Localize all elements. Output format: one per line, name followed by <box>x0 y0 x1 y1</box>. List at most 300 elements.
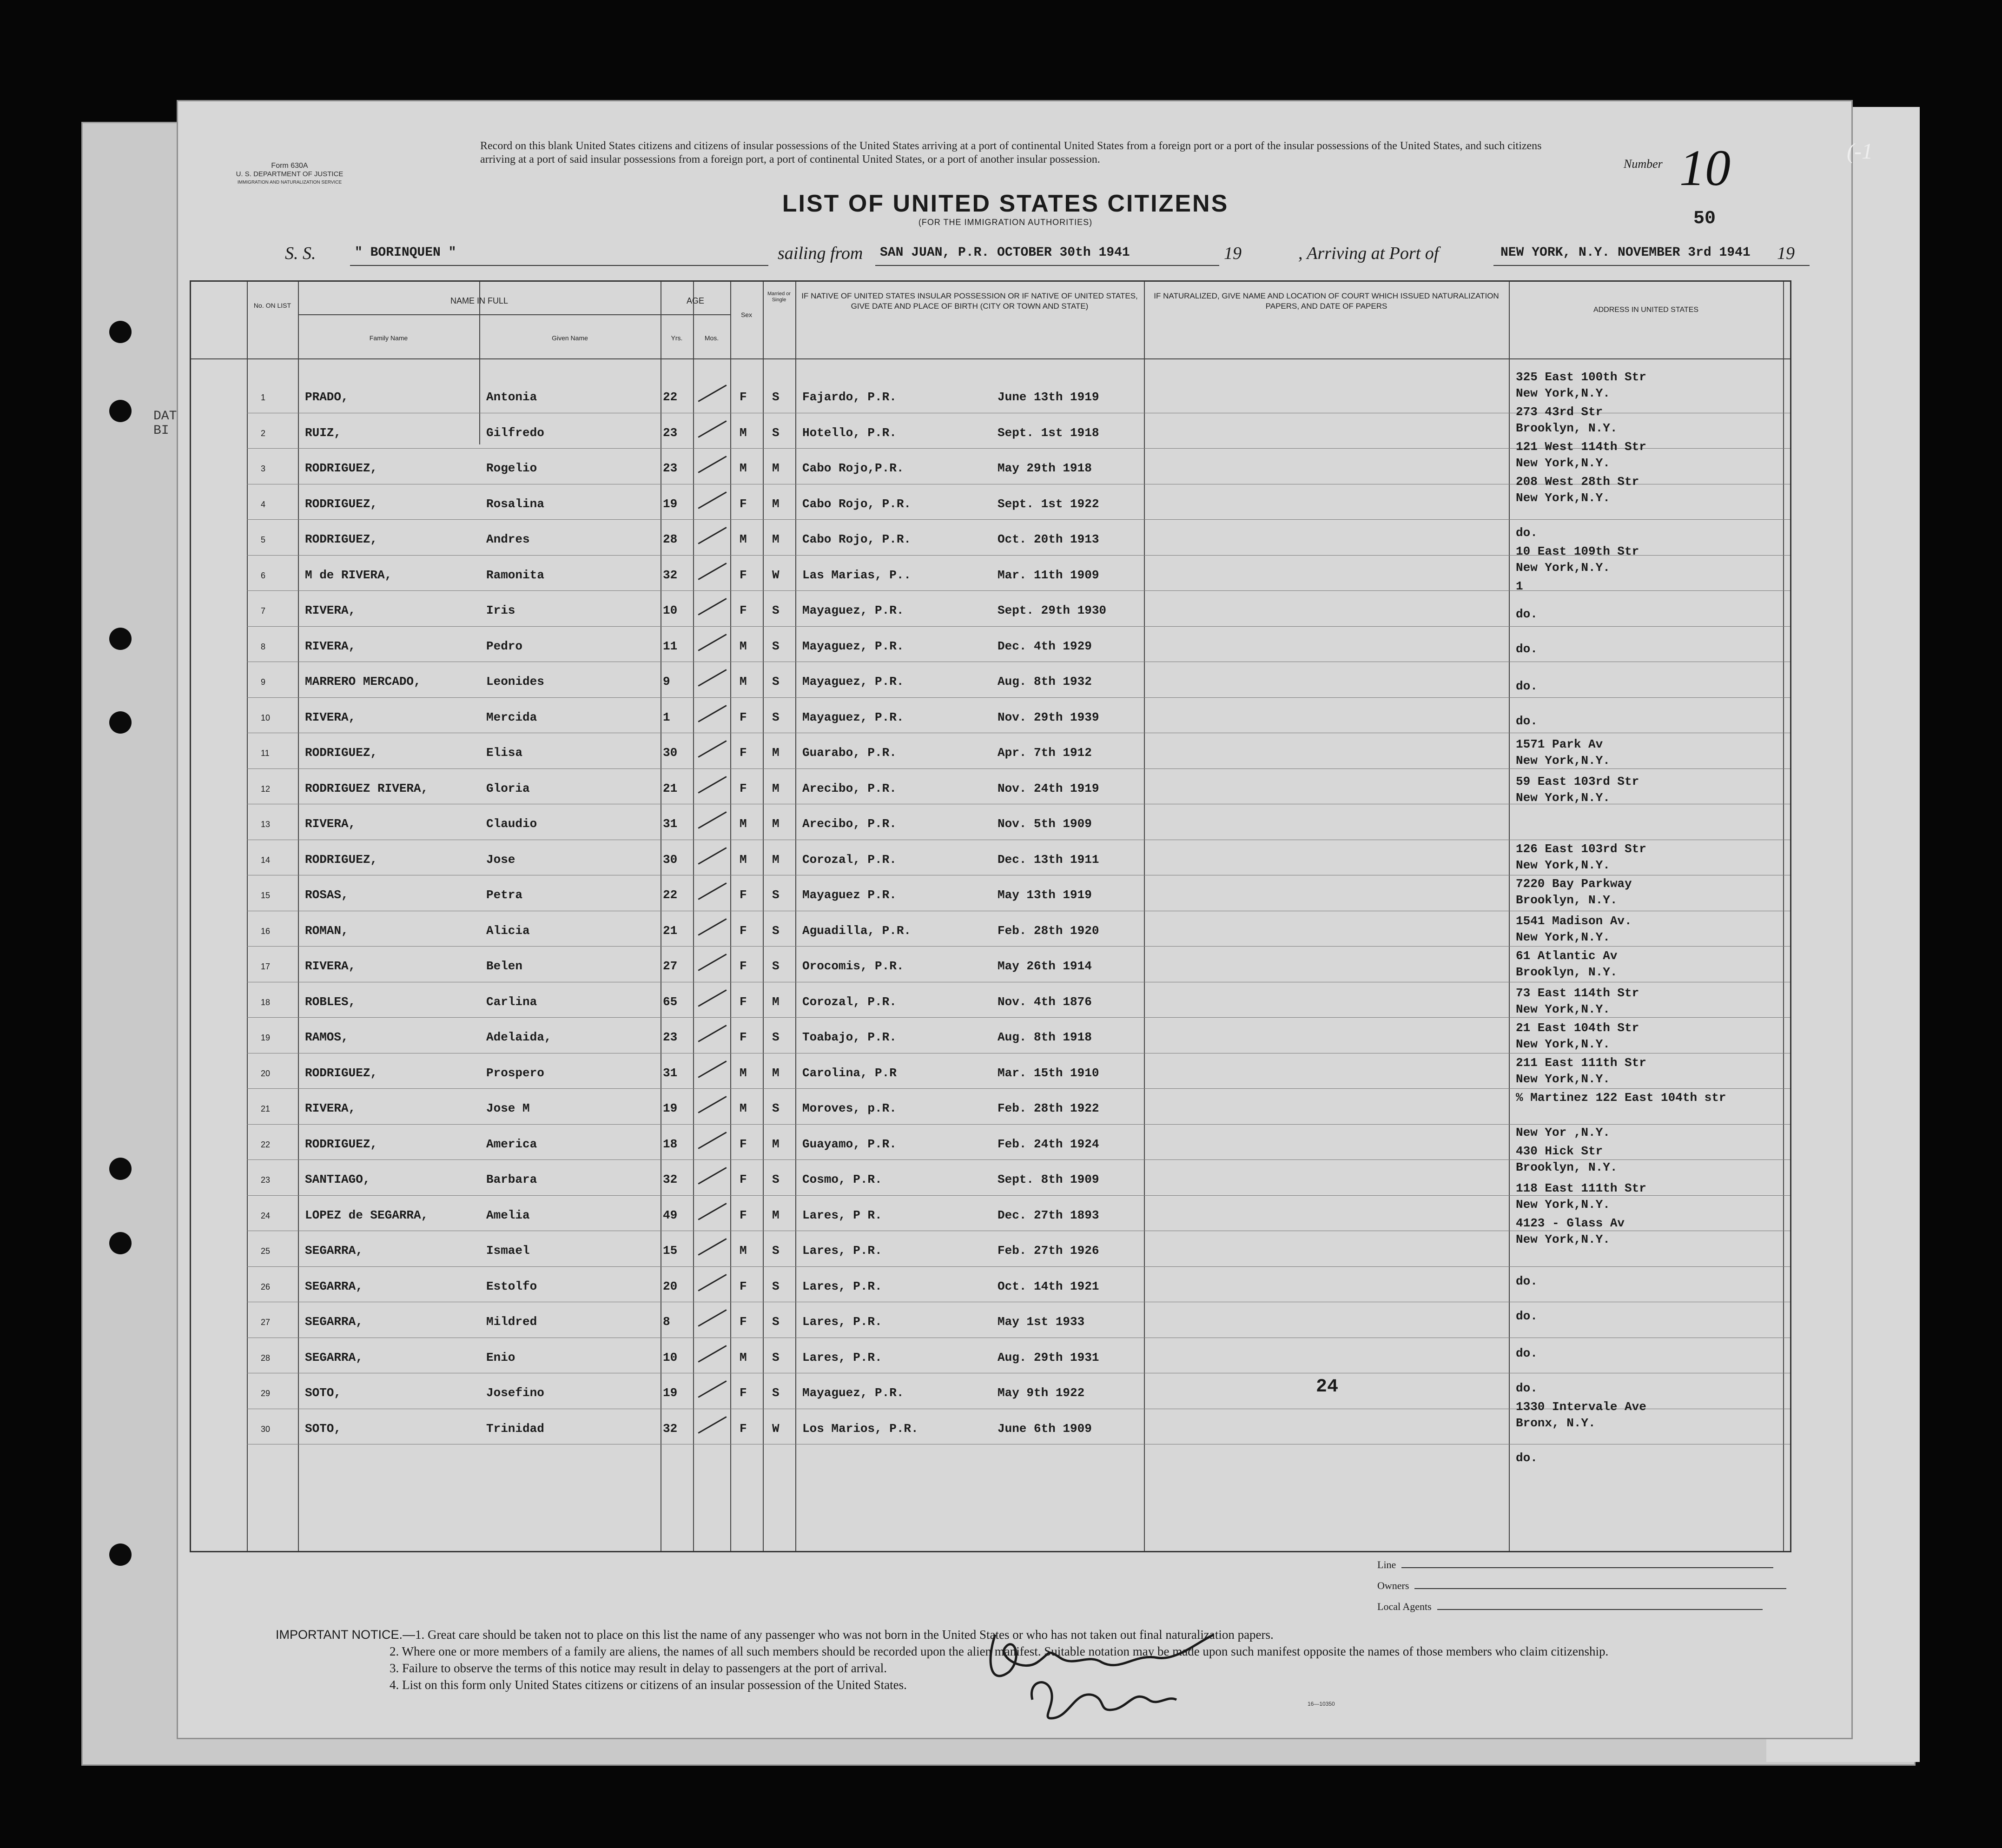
address-line: 118 East 111th Str <box>1516 1181 1646 1195</box>
marital-status: S <box>772 1386 780 1400</box>
marital-status: S <box>772 390 780 404</box>
birth-date: Feb. 28th 1922 <box>998 1101 1099 1115</box>
age-years: 27 <box>663 959 678 973</box>
address-line: Brooklyn, N.Y. <box>1516 421 1618 435</box>
header-sex: Sex <box>740 311 753 318</box>
address-line: 273 43rd Str <box>1516 405 1603 419</box>
table-row <box>191 697 1790 733</box>
header-married-single: Married or Single <box>767 291 791 303</box>
family-name: RAMOS, <box>305 1030 349 1044</box>
check-mark <box>698 776 727 794</box>
address-line: 10 East 109th Str <box>1516 544 1639 558</box>
birth-place: Lares, P.R. <box>802 1350 882 1364</box>
sex: F <box>740 710 747 724</box>
birth-place: Mayaguez P.R. <box>802 888 897 902</box>
given-name: Andres <box>486 532 530 546</box>
sex: F <box>740 568 747 582</box>
punch-hole <box>109 711 132 734</box>
table-row <box>191 1266 1790 1302</box>
row-number: 19 <box>261 1033 271 1042</box>
birth-date: June 6th 1909 <box>998 1421 1092 1436</box>
age-years: 9 <box>663 675 670 689</box>
manifest-page <box>177 100 1873 1739</box>
family-name: SEGARRA, <box>305 1350 363 1364</box>
age-years: 32 <box>663 1421 678 1436</box>
address-line: New York,N.Y. <box>1516 1198 1610 1212</box>
family-name: RUIZ, <box>305 425 342 440</box>
check-mark <box>698 1060 727 1078</box>
address-line: New Yor ,N.Y. <box>1516 1126 1610 1139</box>
table-row <box>191 590 1790 626</box>
row-number: 20 <box>261 1068 271 1078</box>
birth-place: Las Marias, P.. <box>802 568 912 582</box>
birth-date: Feb. 27th 1926 <box>998 1244 1099 1258</box>
address-line: do. <box>1516 679 1538 693</box>
age-years: 31 <box>663 1066 678 1080</box>
birth-date: Sept. 8th 1909 <box>998 1172 1099 1186</box>
sex: F <box>740 959 747 973</box>
sex: F <box>740 497 747 511</box>
sex: F <box>740 994 747 1009</box>
check-mark <box>698 563 727 580</box>
family-name: M de RIVERA, <box>305 568 392 582</box>
check-mark <box>698 1238 727 1256</box>
row-number: 15 <box>261 891 271 900</box>
sex: F <box>740 1421 747 1436</box>
row-number: 1 <box>261 393 266 402</box>
age-years: 21 <box>663 781 678 795</box>
sex: M <box>740 1066 747 1080</box>
address-line: do. <box>1516 1309 1538 1323</box>
age-years: 65 <box>663 994 678 1009</box>
arriving-year: 19 <box>1777 244 1795 263</box>
address-line: 1330 Intervale Ave <box>1516 1400 1646 1414</box>
given-name: Rosalina <box>486 497 544 511</box>
address-line: 7220 Bay Parkway <box>1516 877 1632 891</box>
family-name: SOTO, <box>305 1421 342 1436</box>
family-name: SEGARRA, <box>305 1279 363 1293</box>
page-subtitle: (FOR THE IMMIGRATION AUTHORITIES) <box>918 218 1093 227</box>
birth-place: Cabo Rojo,P.R. <box>802 461 904 475</box>
marital-status: W <box>772 568 780 582</box>
check-mark <box>698 1203 727 1220</box>
address-line: New York,N.Y. <box>1516 1072 1610 1086</box>
age-years: 10 <box>663 1350 678 1364</box>
family-name: RODRIGUEZ, <box>305 852 378 867</box>
birth-date: Dec. 13th 1911 <box>998 852 1099 867</box>
table-row <box>191 1338 1790 1373</box>
sex: F <box>740 1172 747 1186</box>
row-number: 6 <box>261 570 266 580</box>
birth-place: Fajardo, P.R. <box>802 390 897 404</box>
family-name: RIVERA, <box>305 1101 356 1115</box>
form-identifier <box>229 162 350 187</box>
marital-status: S <box>772 675 780 689</box>
age-years: 8 <box>663 1315 670 1329</box>
check-mark <box>698 1309 727 1327</box>
number-label: Number <box>1624 157 1663 171</box>
family-name: RODRIGUEZ, <box>305 461 378 475</box>
family-name: ROSAS, <box>305 888 349 902</box>
family-name: PRADO, <box>305 390 349 404</box>
check-mark <box>698 1167 727 1185</box>
given-name: Antonia <box>486 390 537 404</box>
row-number: 30 <box>261 1424 271 1434</box>
ship-name: " BORINQUEN " <box>355 245 456 260</box>
family-name: RODRIGUEZ, <box>305 1137 378 1151</box>
naturalized-note: 24 <box>1316 1377 1339 1398</box>
birth-date: May 26th 1914 <box>998 959 1092 973</box>
punch-hole <box>109 1158 132 1180</box>
marital-status: M <box>772 461 780 475</box>
address-line: Brooklyn, N.Y. <box>1516 1160 1618 1174</box>
given-name: Gloria <box>486 781 530 795</box>
check-mark <box>698 811 727 829</box>
header-age: AGE <box>686 296 704 305</box>
marital-status: M <box>772 994 780 1009</box>
address-line: 1 <box>1516 579 1523 593</box>
line-label: Line <box>1377 1559 1396 1570</box>
row-number: 12 <box>261 784 271 794</box>
birth-place: Mayaguez, P.R. <box>802 675 904 689</box>
check-mark <box>698 491 727 509</box>
given-name: America <box>486 1137 537 1151</box>
family-name: RODRIGUEZ, <box>305 1066 378 1080</box>
address-line: do. <box>1516 526 1538 540</box>
check-mark <box>698 918 727 936</box>
check-mark <box>698 740 727 758</box>
check-mark <box>698 420 727 438</box>
row-number: 25 <box>261 1246 271 1256</box>
sex: F <box>740 603 747 617</box>
check-mark <box>698 1416 727 1434</box>
sailing-value: SAN JUAN, P.R. OCTOBER 30th 1941 <box>880 245 1130 260</box>
table-row <box>191 662 1790 697</box>
address-line: Brooklyn, N.Y. <box>1516 893 1618 907</box>
marital-status: S <box>772 425 780 440</box>
birth-place: Mayaguez, P.R. <box>802 1386 904 1400</box>
age-years: 19 <box>663 497 678 511</box>
line-field <box>1377 1559 1773 1571</box>
row-number: 3 <box>261 464 266 473</box>
row-number: 24 <box>261 1211 271 1220</box>
family-name: SEGARRA, <box>305 1315 363 1329</box>
header-family-name: Family Name <box>369 334 408 342</box>
address-line: do. <box>1516 607 1538 621</box>
row-number: 4 <box>261 499 266 509</box>
marital-status: M <box>772 746 780 760</box>
ss-label: S. S. <box>285 244 316 263</box>
marital-status: S <box>772 710 780 724</box>
header-no: No. ON LIST <box>253 302 291 309</box>
punch-hole <box>109 1232 132 1254</box>
row-number: 28 <box>261 1353 271 1363</box>
address-line: 21 East 104th Str <box>1516 1021 1639 1035</box>
age-years: 10 <box>663 603 678 617</box>
family-name: LOPEZ de SEGARRA, <box>305 1208 429 1222</box>
birth-place: Cosmo, P.R. <box>802 1172 882 1186</box>
birth-place: Carolina, P.R <box>802 1066 897 1080</box>
birth-date: Feb. 28th 1920 <box>998 923 1099 938</box>
marital-status: S <box>772 1315 780 1329</box>
marital-status: S <box>772 1101 780 1115</box>
marital-status: M <box>772 817 780 831</box>
row-number: 26 <box>261 1282 271 1292</box>
given-name: Iris <box>486 603 515 617</box>
sex: M <box>740 1350 747 1364</box>
address-line: do. <box>1516 1346 1538 1360</box>
header-naturalized: IF NATURALIZED, GIVE NAME AND LOCATION OF COURT WHICH ISSUED NATURALIZATION PAPERS, AND DATE OF PAPERS <box>1154 291 1499 311</box>
address-line: 325 East 100th Str <box>1516 370 1646 384</box>
age-years: 19 <box>663 1386 678 1400</box>
address-line: 1571 Park Av <box>1516 737 1603 751</box>
address-line: do. <box>1516 714 1538 728</box>
family-name: ROMAN, <box>305 923 349 938</box>
voyage-line <box>285 241 1819 269</box>
sex: F <box>740 1386 747 1400</box>
marital-status: M <box>772 1208 780 1222</box>
notice-item-2: 2. Where one or more members of a family are aliens, the names of all such members should be recorded upon the alien manifest. Suitable notation may be made upon such manifest opposite the names of those members who claim citizenship. <box>390 1644 1609 1658</box>
check-mark <box>698 1025 727 1042</box>
age-years: 28 <box>663 532 678 546</box>
sex: F <box>740 1137 747 1151</box>
row-number: 27 <box>261 1318 271 1327</box>
age-years: 22 <box>663 888 678 902</box>
sex: M <box>740 639 747 653</box>
row-number: 10 <box>261 713 271 722</box>
birth-date: Dec. 4th 1929 <box>998 639 1092 653</box>
address-line: New York,N.Y. <box>1516 1037 1610 1051</box>
marital-status: M <box>772 497 780 511</box>
given-name: Elisa <box>486 746 523 760</box>
check-mark <box>698 1096 727 1113</box>
page-title: LIST OF UNITED STATES CITIZENS <box>782 190 1229 217</box>
birth-date: Dec. 27th 1893 <box>998 1208 1099 1222</box>
marital-status: M <box>772 781 780 795</box>
birth-date: May 1st 1933 <box>998 1315 1085 1329</box>
address-line: 121 West 114th Str <box>1516 440 1646 454</box>
margin-fragment: DAT BI <box>153 409 177 438</box>
address-line: New York,N.Y. <box>1516 456 1610 470</box>
birth-date: Oct. 14th 1921 <box>998 1279 1099 1293</box>
marital-status: M <box>772 532 780 546</box>
birth-date: Sept. 29th 1930 <box>998 603 1107 617</box>
address-line: New York,N.Y. <box>1516 491 1610 505</box>
given-name: Trinidad <box>486 1421 544 1436</box>
age-years: 32 <box>663 568 678 582</box>
birth-place: Cabo Rojo, P.R. <box>802 532 912 546</box>
given-name: Estolfo <box>486 1279 537 1293</box>
age-years: 49 <box>663 1208 678 1222</box>
list-number: 10 <box>1679 139 1731 196</box>
check-mark <box>698 954 727 971</box>
age-years: 23 <box>663 425 678 440</box>
sailing-label: sailing from <box>778 244 863 263</box>
age-years: 23 <box>663 461 678 475</box>
row-number: 14 <box>261 855 271 865</box>
birth-place: Toabajo, P.R. <box>802 1030 897 1044</box>
passenger-table <box>190 280 1791 1552</box>
check-mark <box>698 705 727 722</box>
table-row <box>191 626 1790 662</box>
birth-place: Corozal, P.R. <box>802 852 897 867</box>
birth-date: Apr. 7th 1912 <box>998 746 1092 760</box>
row-number: 16 <box>261 926 271 936</box>
row-number: 8 <box>261 642 266 651</box>
check-mark <box>698 1345 727 1363</box>
given-name: Alicia <box>486 923 530 938</box>
address-line: do. <box>1516 642 1538 656</box>
marital-status: W <box>772 1421 780 1436</box>
table-row <box>191 1302 1790 1338</box>
birth-date: Nov. 4th 1876 <box>998 994 1092 1009</box>
important-notice <box>276 1626 1763 1693</box>
sex: F <box>740 781 747 795</box>
given-name: Barbara <box>486 1172 537 1186</box>
birth-date: May 9th 1922 <box>998 1386 1085 1400</box>
sex: F <box>740 923 747 938</box>
family-name: RODRIGUEZ, <box>305 497 378 511</box>
given-name: Rogelio <box>486 461 537 475</box>
birth-date: Feb. 24th 1924 <box>998 1137 1099 1151</box>
row-number: 22 <box>261 1139 271 1149</box>
age-years: 21 <box>663 923 678 938</box>
birth-place: Lares, P.R. <box>802 1315 882 1329</box>
row-number: 11 <box>261 748 270 758</box>
service-name: IMMIGRATION AND NATURALIZATION SERVICE <box>237 180 342 185</box>
family-name: RIVERA, <box>305 710 356 724</box>
address-line: 430 Hick Str <box>1516 1144 1603 1158</box>
sex: F <box>740 1279 747 1293</box>
arriving-label: , Arriving at Port of <box>1298 244 1439 263</box>
sex: F <box>740 888 747 902</box>
header-months: Mos. <box>704 334 719 342</box>
check-mark <box>698 598 727 616</box>
birth-place: Lares, P R. <box>802 1208 882 1222</box>
family-name: ROBLES, <box>305 994 356 1009</box>
given-name: Josefino <box>486 1386 544 1400</box>
sex: M <box>740 1244 747 1258</box>
birth-place: Cabo Rojo, P.R. <box>802 497 912 511</box>
row-number: 18 <box>261 997 271 1007</box>
age-years: 22 <box>663 390 678 404</box>
margin-mark: (-1 <box>1847 139 1873 164</box>
notice-item-4: 4. List on this form only United States citizens or citizens of an insular possession of the United States. <box>390 1678 907 1692</box>
punch-hole <box>109 1543 132 1566</box>
birth-place: Arecibo, P.R. <box>802 781 897 795</box>
family-name: RIVERA, <box>305 959 356 973</box>
marital-status: S <box>772 1244 780 1258</box>
row-number: 2 <box>261 428 266 438</box>
given-name: Belen <box>486 959 523 973</box>
family-name: SOTO, <box>305 1386 342 1400</box>
birth-date: May 13th 1919 <box>998 888 1092 902</box>
age-years: 1 <box>663 710 670 724</box>
marital-status: M <box>772 1137 780 1151</box>
sex: F <box>740 1030 747 1044</box>
address-line: New York,N.Y. <box>1516 754 1610 768</box>
address-line: 126 East 103rd Str <box>1516 842 1646 856</box>
birth-place: Lares, P.R. <box>802 1244 882 1258</box>
check-mark <box>698 1274 727 1292</box>
birth-date: Mar. 11th 1909 <box>998 568 1099 582</box>
local-agents-field <box>1377 1601 1763 1613</box>
department-name: U. S. DEPARTMENT OF JUSTICE <box>236 170 344 178</box>
given-name: Jose M <box>486 1101 530 1115</box>
local-agents-label: Local Agents <box>1377 1601 1432 1612</box>
given-name: Prospero <box>486 1066 544 1080</box>
notice-label: IMPORTANT NOTICE.— <box>276 1628 416 1642</box>
given-name: Mercida <box>486 710 537 724</box>
header-place-birth: IF NATIVE OF UNITED STATES INSULAR POSSESSION OR IF NATIVE OF UNITED STATES, GIVE DATE AND PLACE OF BIRTH (CITY OR TOWN AND STATE) <box>801 291 1138 311</box>
marital-status: S <box>772 1279 780 1293</box>
age-years: 23 <box>663 1030 678 1044</box>
print-code: 16—10350 <box>1308 1701 1335 1707</box>
sex: F <box>740 746 747 760</box>
address-line: 4123 - Glass Av <box>1516 1216 1625 1230</box>
row-number: 23 <box>261 1175 271 1185</box>
given-name: Adelaida, <box>486 1030 552 1044</box>
age-years: 19 <box>663 1101 678 1115</box>
sex: M <box>740 817 747 831</box>
family-name: SEGARRA, <box>305 1244 363 1258</box>
family-name: RIVERA, <box>305 603 356 617</box>
birth-place: Arecibo, P.R. <box>802 817 897 831</box>
address-line: 73 East 114th Str <box>1516 986 1639 1000</box>
marital-status: S <box>772 888 780 902</box>
check-mark <box>698 1132 727 1149</box>
age-years: 18 <box>663 1137 678 1151</box>
sex: M <box>740 425 747 440</box>
given-name: Enio <box>486 1350 515 1364</box>
family-name: RODRIGUEZ, <box>305 746 378 760</box>
arriving-value: NEW YORK, N.Y. NOVEMBER 3rd 1941 <box>1500 245 1751 260</box>
row-number: 13 <box>261 820 271 829</box>
birth-date: Sept. 1st 1918 <box>998 425 1099 440</box>
sex: F <box>740 1315 747 1329</box>
address-line: 208 West 28th Str <box>1516 475 1639 489</box>
row-number: 21 <box>261 1104 271 1113</box>
sex: M <box>740 461 747 475</box>
header-years: Yrs. <box>671 334 683 342</box>
family-name: RODRIGUEZ, <box>305 532 378 546</box>
sex: F <box>740 1208 747 1222</box>
marital-status: M <box>772 852 780 867</box>
birth-place: Aguadilla, P.R. <box>802 923 912 938</box>
address-line: New York,N.Y. <box>1516 386 1610 400</box>
marital-status: S <box>772 1172 780 1186</box>
check-mark <box>698 882 727 900</box>
birth-place: Los Marios, P.R. <box>802 1421 918 1436</box>
birth-date: Oct. 20th 1913 <box>998 532 1099 546</box>
punch-hole <box>109 628 132 650</box>
sex: M <box>740 1101 747 1115</box>
marital-status: S <box>772 603 780 617</box>
check-mark <box>698 669 727 687</box>
check-mark <box>698 847 727 865</box>
punch-hole <box>109 321 132 343</box>
birth-place: Guayamo, P.R. <box>802 1137 897 1151</box>
form-code: Form 630A <box>271 162 308 170</box>
check-mark <box>698 634 727 651</box>
age-years: 15 <box>663 1244 678 1258</box>
address-line: do. <box>1516 1451 1538 1465</box>
punch-hole <box>109 400 132 422</box>
address-line: New York,N.Y. <box>1516 561 1610 575</box>
family-name: RIVERA, <box>305 639 356 653</box>
owners-label: Owners <box>1377 1580 1409 1591</box>
birth-place: Hotello, P.R. <box>802 425 897 440</box>
